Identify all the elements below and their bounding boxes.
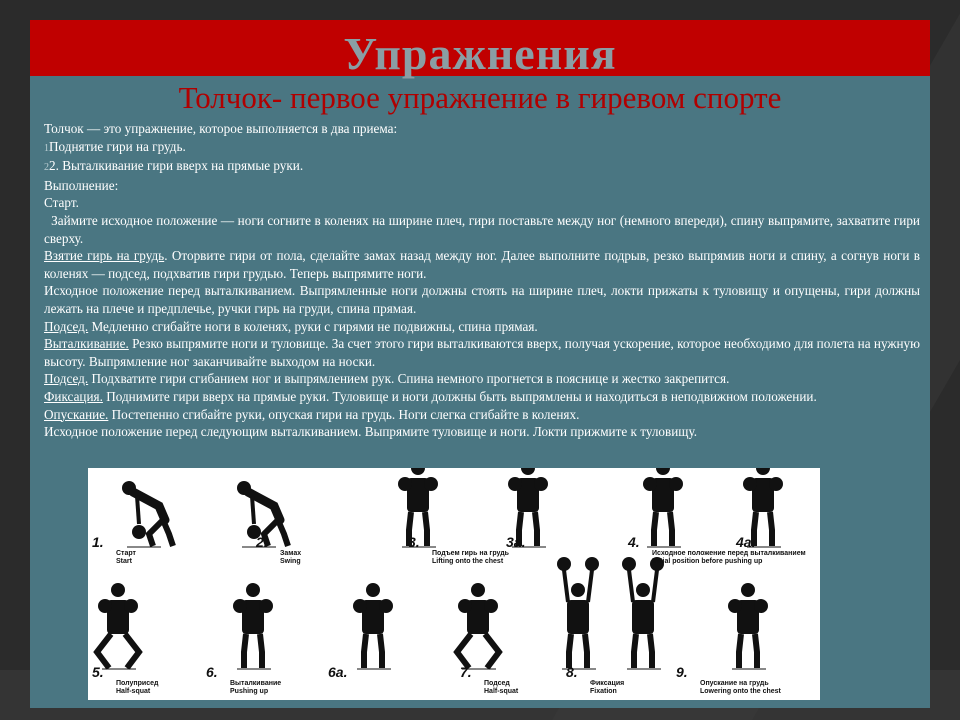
exercise-figures-svg xyxy=(88,468,820,700)
step-label: Выталкивание. xyxy=(44,336,129,352)
athlete-figure xyxy=(557,557,599,669)
list-number: 2 xyxy=(44,162,49,174)
squat2-paragraph: Подсед. Подхватите гири сгибанием ног и выпрямлением рук. Спина немного прогнется в пояснице и жестко закрепится. xyxy=(44,371,730,387)
row1-figure-caption: Замах Swing xyxy=(280,550,302,565)
athlete-figure xyxy=(457,583,499,669)
take-paragraph: Взятие гирь на грудь. Оторвите гири от пола, сделайте замах назад между ног. Далее выполните подрыв, резко выпрямив ноги и спину, а согнув ноги в коленях — подсед, подхватив гири грудью. Теперь выпрямите ноги. xyxy=(44,248,920,281)
step-label: Подсед. xyxy=(44,371,89,387)
row2-figure-caption: Полуприсед Half-squat xyxy=(116,680,159,695)
squat1-paragraph: Подсед. Медленно сгибайте ноги в коленях, руки с гирями не подвижны, спина прямая. xyxy=(44,318,538,334)
list-text: Поднятие гири на грудь. xyxy=(49,138,186,154)
row2-figure-number: 6. xyxy=(206,664,218,680)
row1-figure-number: 3. xyxy=(408,534,420,550)
start-paragraph: Займите исходное положение — ноги согните в коленях на ширине плеч, гири поставьте между ног (немного впереди), спину выпрямите, захватите гири сверху. xyxy=(44,212,920,246)
row2-figure-number: 8. xyxy=(566,664,578,680)
initial-paragraph: Исходное положение перед выталкиванием. Выпрямленные ноги должны стоять на ширине плеч, локти прижаты к туловищу и опущены, гири должны лежать на плече и предплечье, ручки гирь на груди, спина прямая. xyxy=(44,283,920,316)
exercise-illustration xyxy=(88,468,820,700)
list-item xyxy=(44,157,920,177)
row1-figure-number: 1. xyxy=(92,534,104,550)
row1-figure-number: 4а. xyxy=(736,534,756,550)
row2-figure-number: 5. xyxy=(92,664,104,680)
list-text: 2. Выталкивание гири вверх на прямые руки. xyxy=(49,158,304,174)
athlete-figure xyxy=(353,583,393,669)
row2-figure-number: 7. xyxy=(460,664,472,680)
row1-figure-caption: Подъем гирь на грудь Lifting onto the chest xyxy=(432,550,509,565)
row1-figure-caption: Старт Start xyxy=(116,550,136,565)
row1-figure-number: 4. xyxy=(628,534,640,550)
row2-figure-caption: Фиксация Fixation xyxy=(590,680,625,695)
intro-text: Толчок — это упражнение, которое выполняется в два приема: xyxy=(44,121,398,136)
execution-heading: Выполнение: xyxy=(44,177,119,193)
list-number: 1 xyxy=(44,142,49,154)
slide-body xyxy=(44,120,920,441)
row2-figure-number: 9. xyxy=(676,664,688,680)
slide-title: Упражнения xyxy=(343,28,617,79)
start-heading: Старт. xyxy=(44,195,79,211)
final-paragraph: Исходное положение перед следующим выталкиванием. Выпрямите туловище и ноги. Локти прижмите к туловищу. xyxy=(44,424,698,440)
row2-figure-caption: Опускание на грудь Lowering onto the chest xyxy=(700,680,781,695)
athlete-figure xyxy=(233,583,273,669)
row1-figure-number: 3а. xyxy=(506,534,526,550)
row2-figure-caption: Подсед Half-squat xyxy=(484,680,519,695)
athlete-figure xyxy=(643,468,683,547)
athlete-figure xyxy=(622,557,664,669)
list-item xyxy=(44,138,920,158)
step-label: Подсед. xyxy=(44,318,89,334)
step-label: Опускание. xyxy=(44,406,109,422)
fix-paragraph: Фиксация. Поднимите гири вверх на прямые руки. Туловище и ноги должны быть выпрямлены и находиться в неподвижном положении. xyxy=(44,388,817,404)
row2-figure-caption: Выталкивание Pushing up xyxy=(230,680,282,695)
step-label: Взятие гирь на грудь xyxy=(44,248,165,264)
slide xyxy=(30,20,930,708)
athlete-figure xyxy=(728,583,768,669)
row1-figure-number: 2. xyxy=(256,534,268,550)
lower-paragraph: Опускание. Постепенно сгибайте руки, опуская гири на грудь. Ноги слегка сгибайте в коленях. xyxy=(44,406,580,422)
step-label: Фиксация. xyxy=(44,388,103,404)
athlete-figure xyxy=(97,583,139,669)
athlete-figure xyxy=(122,481,173,547)
slide-subtitle: Толчок- первое упражнение в гиревом спорте xyxy=(178,80,782,115)
row2-figure-number: 6а. xyxy=(328,664,348,680)
push-paragraph: Выталкивание. Резко выпрямите ноги и туловище. За счет этого гири выталкиваются вверх, получая ускорение, которое необходимо для полета на нужную высоту. Выпрямление ног заканчивайте выходом на носки. xyxy=(44,336,920,369)
row1-figure-caption: Исходное положение перед выталкиванием Initial position before pushing up xyxy=(652,550,806,565)
